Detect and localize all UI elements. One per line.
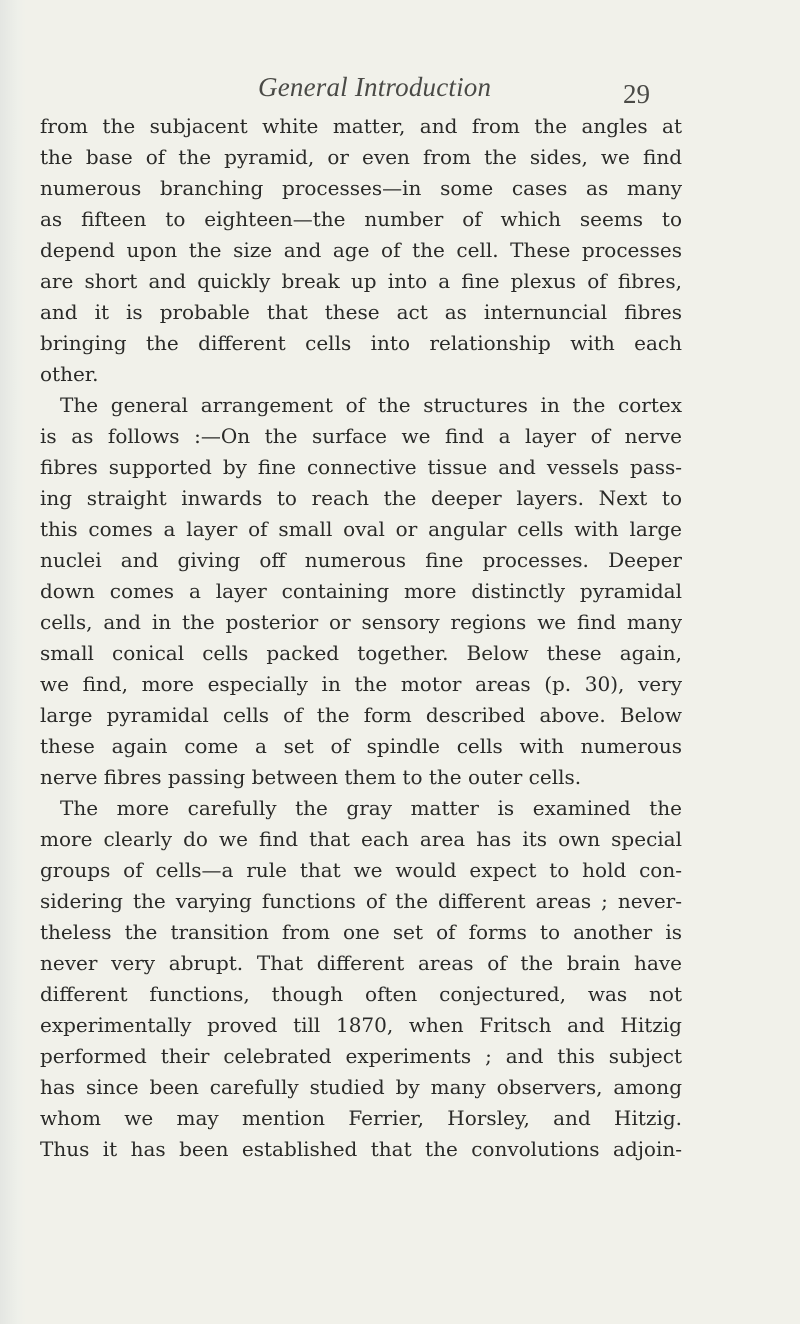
text-line: small conical cells packed together. Below these again, <box>40 641 682 665</box>
text-line: theless the transition from one set of forms to another is <box>40 920 682 944</box>
text-line: ing straight inwards to reach the deeper layers. Next to <box>40 486 682 510</box>
text-line: The more carefully the gray matter is examined the <box>60 796 682 820</box>
text-line: the base of the pyramid, or even from the sides, we find <box>40 145 682 169</box>
text-line: bringing the different cells into relationship with each <box>40 331 682 355</box>
text-line: never very abrupt. That different areas of the brain have <box>40 951 682 975</box>
running-head: General Introduction <box>258 72 492 102</box>
text-line: The general arrangement of the structures in the cortex <box>60 393 682 417</box>
text-line: sidering the varying functions of the different areas ; never- <box>40 889 682 913</box>
text-line: as fifteen to eighteen—the number of which seems to <box>40 207 682 231</box>
text-line: large pyramidal cells of the form described above. Below <box>40 703 682 727</box>
text-line: and it is probable that these act as internuncial fibres <box>40 300 682 324</box>
text-line: cells, and in the posterior or sensory regions we find many <box>40 610 682 634</box>
text-line: nuclei and giving off numerous fine processes. Deeper <box>40 548 682 572</box>
page-number: 29 <box>623 79 650 109</box>
text-line: fibres supported by fine connective tissue and vessels pass- <box>40 455 682 479</box>
text-line: these again come a set of spindle cells with numerous <box>40 734 682 758</box>
text-line: different functions, though often conjectured, was not <box>40 982 682 1006</box>
text-line: has since been carefully studied by many observers, among <box>40 1075 682 1099</box>
text-line: we find, more especially in the motor areas (p. 30), very <box>40 672 682 696</box>
text-line: from the subjacent white matter, and from the angles at <box>40 114 682 138</box>
text-line: other. <box>40 362 99 386</box>
text-line: experimentally proved till 1870, when Fritsch and Hitzig <box>40 1013 682 1037</box>
text-line: performed their celebrated experiments ; and this subject <box>40 1044 682 1068</box>
text-line: this comes a layer of small oval or angular cells with large <box>40 517 682 541</box>
text-line: depend upon the size and age of the cell. These processes <box>40 238 682 262</box>
page-header <box>0 72 800 112</box>
text-line: is as follows :—On the surface we find a layer of nerve <box>40 424 682 448</box>
text-line: groups of cells—a rule that we would expect to hold con- <box>40 858 682 882</box>
text-line: Thus it has been established that the convolutions adjoin- <box>40 1137 682 1161</box>
text-line: whom we may mention Ferrier, Horsley, and Hitzig. <box>40 1106 682 1130</box>
page-edge-shadow <box>0 0 26 1324</box>
text-line: nerve fibres passing between them to the outer cells. <box>40 765 582 789</box>
text-line: more clearly do we find that each area has its own special <box>40 827 682 851</box>
text-line: down comes a layer containing more distinctly pyramidal <box>40 579 682 603</box>
text-line: numerous branching processes—in some cases as many <box>40 176 682 200</box>
text-line: are short and quickly break up into a fine plexus of fibres, <box>40 269 682 293</box>
